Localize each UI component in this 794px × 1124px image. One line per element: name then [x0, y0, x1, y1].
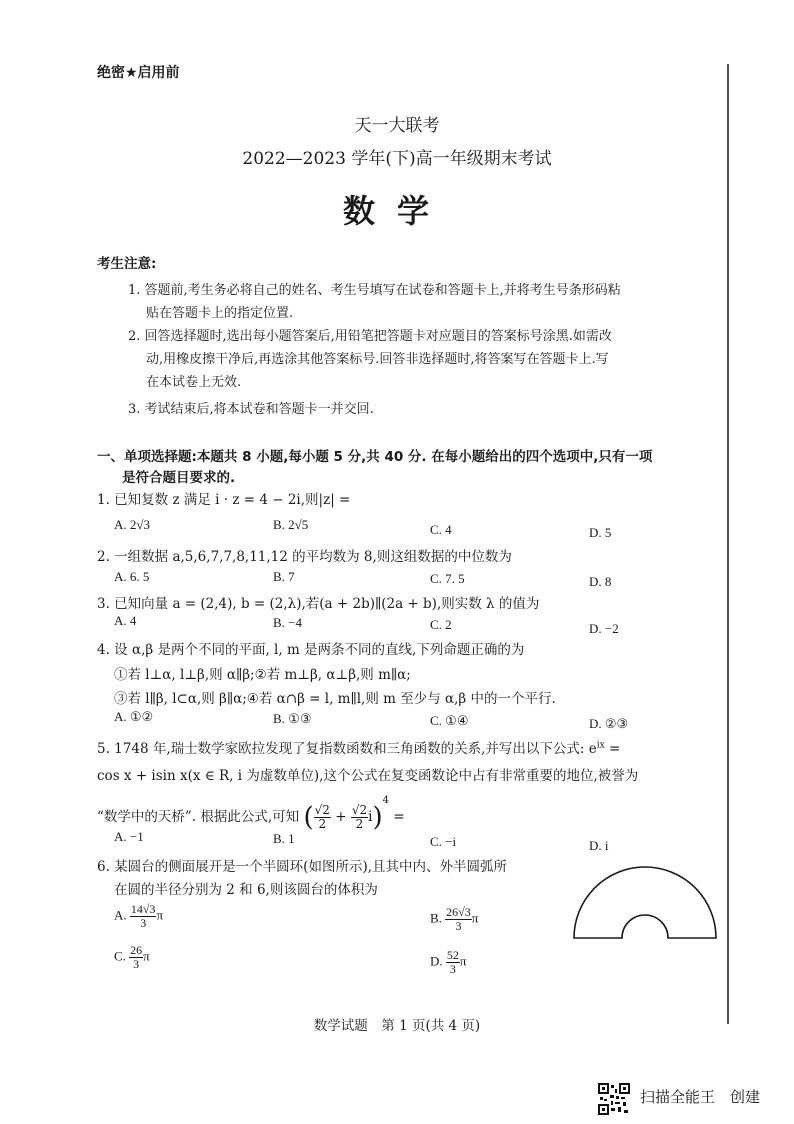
q6-d-fraction [446, 949, 460, 976]
q2-option-a: A. 6. 5 [114, 569, 150, 584]
q6-b-den: 3 [455, 919, 462, 933]
q5-power: 4 [382, 795, 389, 806]
q6-d-label: D. [430, 953, 443, 969]
notice-item: 2. 回答选择题时,选出每小题答案后,用铅笔把答题卡对应题目的答案标号涂黑.如需改 [128, 329, 612, 344]
question-1-stem: 1. 已知复数 z 满足 i · z = 4 − 2i,则|z| = [97, 492, 351, 508]
subject-title: 数学 [342, 192, 451, 230]
section-heading-cont: 是符合题目要求的. [122, 470, 236, 486]
q5-fraction-2 [351, 804, 368, 831]
q6-option-c [114, 944, 150, 971]
q6-c-fraction [129, 944, 143, 971]
exam-title: 2022—2023 学年(下)高一年级期末考试 [242, 149, 552, 169]
q5-text: 5. 1748 年,瑞士数学家欧拉发现了复指数函数和三角函数的关系,并写出以下公式: e [97, 741, 597, 757]
q1-option-c: C. 4 [430, 522, 452, 537]
question-5-line2: cos x + isin x(x ∈ R, i 为虚数单位),这个公式在复变函数论中占有非常重要的地位,被誉为 [97, 768, 639, 784]
secret-label: 绝密★启用前 [97, 65, 180, 81]
q5-frac-num: √2 [314, 803, 330, 817]
q6-c-num: 26 [130, 943, 143, 957]
q4-option-c: C. ①④ [430, 713, 469, 728]
q5-option-d: D. i [589, 838, 609, 853]
q6-c-pi: π [143, 948, 150, 964]
q5-eq: = [393, 809, 405, 825]
q6-b-label: B. [430, 910, 442, 926]
semi-annulus-outline [574, 867, 716, 938]
question-4-line2: ①若 l⊥α, l⊥β,则 α∥β;②若 m⊥β, α⊥β,则 m∥α; [114, 667, 411, 683]
q5-frac2-num: √2 [351, 803, 368, 817]
q1-option-a: A. 2√3 [114, 517, 151, 532]
notice-item: 动,用橡皮擦干净后,再选涂其他答案标号.回答非选择题时,将答案写在答题卡上.写 [146, 352, 609, 367]
q4-option-d: D. ②③ [589, 716, 629, 731]
q6-a-pi: π [156, 907, 164, 923]
scanner-watermark: 扫描全能王 创建 [640, 1088, 761, 1106]
org-title: 天一大联考 [354, 116, 440, 136]
q4-option-a: A. ①② [114, 709, 154, 724]
q6-c-label: C. [114, 948, 126, 964]
section-heading: 一、单项选择题:本题共 8 小题,每小题 5 分,共 40 分. 在每小题给出的四个选项中,只有一项 [97, 449, 653, 465]
question-5-line1 [97, 737, 705, 757]
q5-i: i [368, 809, 373, 825]
q6-c-den: 3 [133, 957, 140, 971]
question-3-stem: 3. 已知向量 a = (2,4), b = (2,λ),若(a + 2b)∥(2a + b),则实数 λ 的值为 [97, 596, 540, 612]
q6-d-pi: π [459, 953, 467, 969]
notice-item: 贴在答题卡上的指定位置. [146, 306, 294, 321]
q5-option-a: A. −1 [114, 829, 144, 844]
page-footer: 数学试题 第 1 页(共 4 页) [313, 1018, 481, 1034]
q5-exponent: ix [596, 740, 605, 751]
question-2-stem: 2. 一组数据 a,5,6,7,7,8,11,12 的平均数为 8,则这组数据的中位数为 [97, 549, 512, 565]
right-paren: ) [372, 802, 383, 833]
q3-option-c: C. 2 [430, 617, 452, 632]
q6-d-num: 52 [446, 948, 459, 962]
q5-frac2-den: 2 [355, 817, 364, 831]
q2-option-b: B. 7 [273, 569, 295, 584]
q4-option-b: B. ①③ [273, 711, 312, 726]
notice-item: 在本试卷上无效. [146, 375, 242, 390]
q1-option-d: D. 5 [589, 525, 612, 540]
q3-option-b: B. −4 [273, 615, 303, 630]
notice-item: 3. 考试结束后,将本试卷和答题卡一并交回. [128, 402, 374, 417]
q6-option-b [430, 906, 478, 933]
q5-line3-text: “数学中的天桥”. 根据此公式,可知 [97, 809, 300, 825]
question-4-stem: 4. 设 α,β 是两个不同的平面, l, m 是两条不同的直线,下列命题正确的为 [97, 642, 525, 658]
q5-plus: + [335, 809, 347, 825]
q6-a-label: A. [114, 907, 127, 923]
q6-b-fraction [445, 906, 472, 933]
q6-a-num: 14√3 [130, 902, 156, 916]
q3-option-d: D. −2 [589, 621, 619, 636]
question-4-line3: ③若 l∥β, l⊂α,则 β∥α;④若 α∩β = l, m∥l,则 m 至少与 α,β 中的一个平行. [114, 691, 556, 707]
notice-title: 考生注意: [97, 256, 157, 272]
q3-option-a: A. 4 [114, 613, 137, 628]
q5-equals: = [604, 741, 621, 757]
q6-b-num: 26√3 [446, 905, 471, 919]
q5-frac-den: 2 [318, 817, 327, 831]
q6-b-pi: π [471, 910, 479, 926]
q6-a-fraction [130, 903, 157, 930]
q5-option-b: B. 1 [273, 831, 295, 846]
q1-option-b: B. 2√5 [273, 517, 309, 532]
q6-option-d [430, 949, 466, 976]
left-paren: ( [303, 802, 314, 833]
q5-fraction [314, 804, 331, 831]
question-5-line3 [97, 795, 405, 833]
notice-item: 1. 答题前,考生务必将自己的姓名、考生号填写在试卷和答题卡上,并将考生号条形码粘 [128, 283, 621, 298]
question-6-line1: 6. 某圆台的侧面展开是一个半圆环(如图所示),且其中内、外半圆弧所 [97, 859, 507, 875]
q6-a-den: 3 [140, 916, 147, 930]
q5-option-c: C. −i [430, 834, 457, 849]
q2-option-c: C. 7. 5 [430, 571, 465, 586]
q6-d-den: 3 [449, 962, 456, 976]
question-6-line2: 在圆的半径分别为 2 和 6,则该圆台的体积为 [114, 882, 378, 898]
q2-option-d: D. 8 [589, 574, 612, 589]
qr-code-icon [598, 1083, 630, 1115]
q6-option-a [114, 903, 163, 930]
semi-annulus-figure [570, 862, 720, 942]
